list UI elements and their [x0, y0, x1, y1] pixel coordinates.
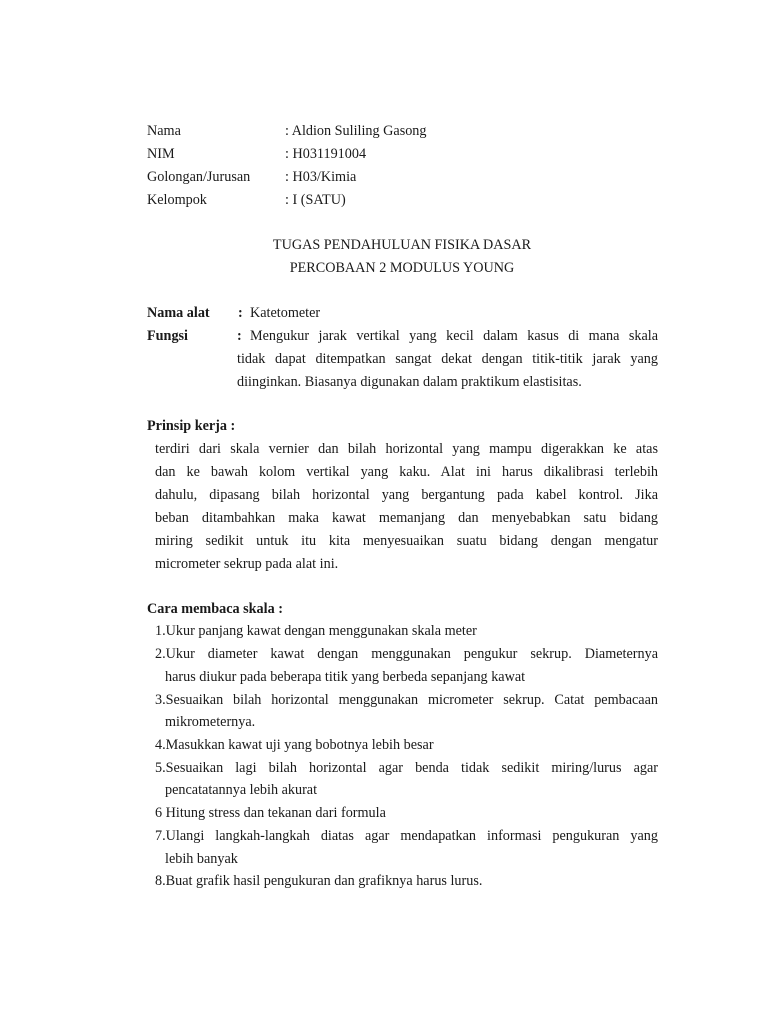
identity-value-golongan: : H03/Kimia: [285, 169, 357, 185]
reading-step: 5.Sesuaikan lagi bilah horizontal agar benda tidak sedikit miring/lurus agar: [155, 760, 658, 776]
reading-step-continued: mikrometernya.: [165, 714, 256, 730]
identity-value-nim: : H031191004: [285, 146, 367, 162]
reading-step: 8.Buat grafik hasil pengukuran dan grafiknya harus lurus.: [155, 873, 483, 889]
identity-label-name: Nama: [147, 123, 181, 139]
principle-heading: Prinsip kerja :: [147, 418, 236, 434]
principle-line: micrometer sekrup pada alat ini.: [155, 556, 339, 572]
document-title: TUGAS PENDAHULUAN FISIKA DASAR: [272, 237, 532, 253]
reading-step-continued: pencatatannya lebih akurat: [165, 782, 318, 798]
identity-value-kelompok: : I (SATU): [285, 192, 346, 208]
tool-name-label: Nama alat: [147, 305, 210, 321]
reading-step: 7.Ulangi langkah-langkah diatas agar mendapatkan informasi pengukuran yang: [155, 828, 658, 844]
reading-step: 3.Sesuaikan bilah horizontal menggunakan micrometer sekrup. Catat pembacaan: [155, 692, 658, 708]
tool-function-line: Mengukur jarak vertikal yang kecil dalam kasus di mana skala: [250, 328, 658, 344]
principle-line: dahulu, dipasang bilah horizontal yang bergantung pada kabel kontrol. Jika: [155, 487, 658, 503]
identity-label-kelompok: Kelompok: [147, 192, 207, 208]
reading-step: 4.Masukkan kawat uji yang bobotnya lebih besar: [155, 737, 434, 753]
reading-heading: Cara membaca skala :: [147, 601, 283, 617]
reading-step: 6 Hitung stress dan tekanan dari formula: [155, 805, 386, 821]
reading-step-continued: harus diukur pada beberapa titik yang berbeda sepanjang kawat: [165, 669, 526, 685]
identity-value-name: : Aldion Suliling Gasong: [285, 123, 427, 139]
identity-label-golongan: Golongan/Jurusan: [147, 169, 251, 185]
principle-line: beban ditambahkan maka kawat memanjang dan menyebabkan satu bidang: [155, 510, 658, 526]
principle-line: dan ke bawah kolom vertikal yang kaku. Alat ini harus dikalibrasi terlebih: [155, 464, 658, 480]
principle-line: miring sedikit untuk itu kita menyesuaikan suatu bidang dengan mengatur: [155, 533, 658, 549]
document-subtitle: PERCOBAAN 2 MODULUS YOUNG: [289, 260, 515, 276]
tool-function-colon: :: [237, 328, 242, 344]
principle-line: terdiri dari skala vernier dan bilah horizontal yang mampu digerakkan ke atas: [155, 441, 658, 457]
tool-function-line: tidak dapat ditempatkan sangat dekat dengan titik-titik jarak yang: [237, 351, 658, 367]
tool-name-value: Katetometer: [250, 305, 321, 321]
tool-function-line: diinginkan. Biasanya digunakan dalam praktikum elastisitas.: [237, 374, 582, 390]
tool-function-label: Fungsi: [147, 328, 189, 344]
tool-name-colon: :: [238, 305, 243, 321]
reading-step-continued: lebih banyak: [165, 851, 238, 867]
reading-step: 1.Ukur panjang kawat dengan menggunakan skala meter: [155, 623, 477, 639]
identity-label-nim: NIM: [147, 146, 175, 162]
reading-step: 2.Ukur diameter kawat dengan menggunakan pengukur sekrup. Diameternya: [155, 646, 658, 662]
